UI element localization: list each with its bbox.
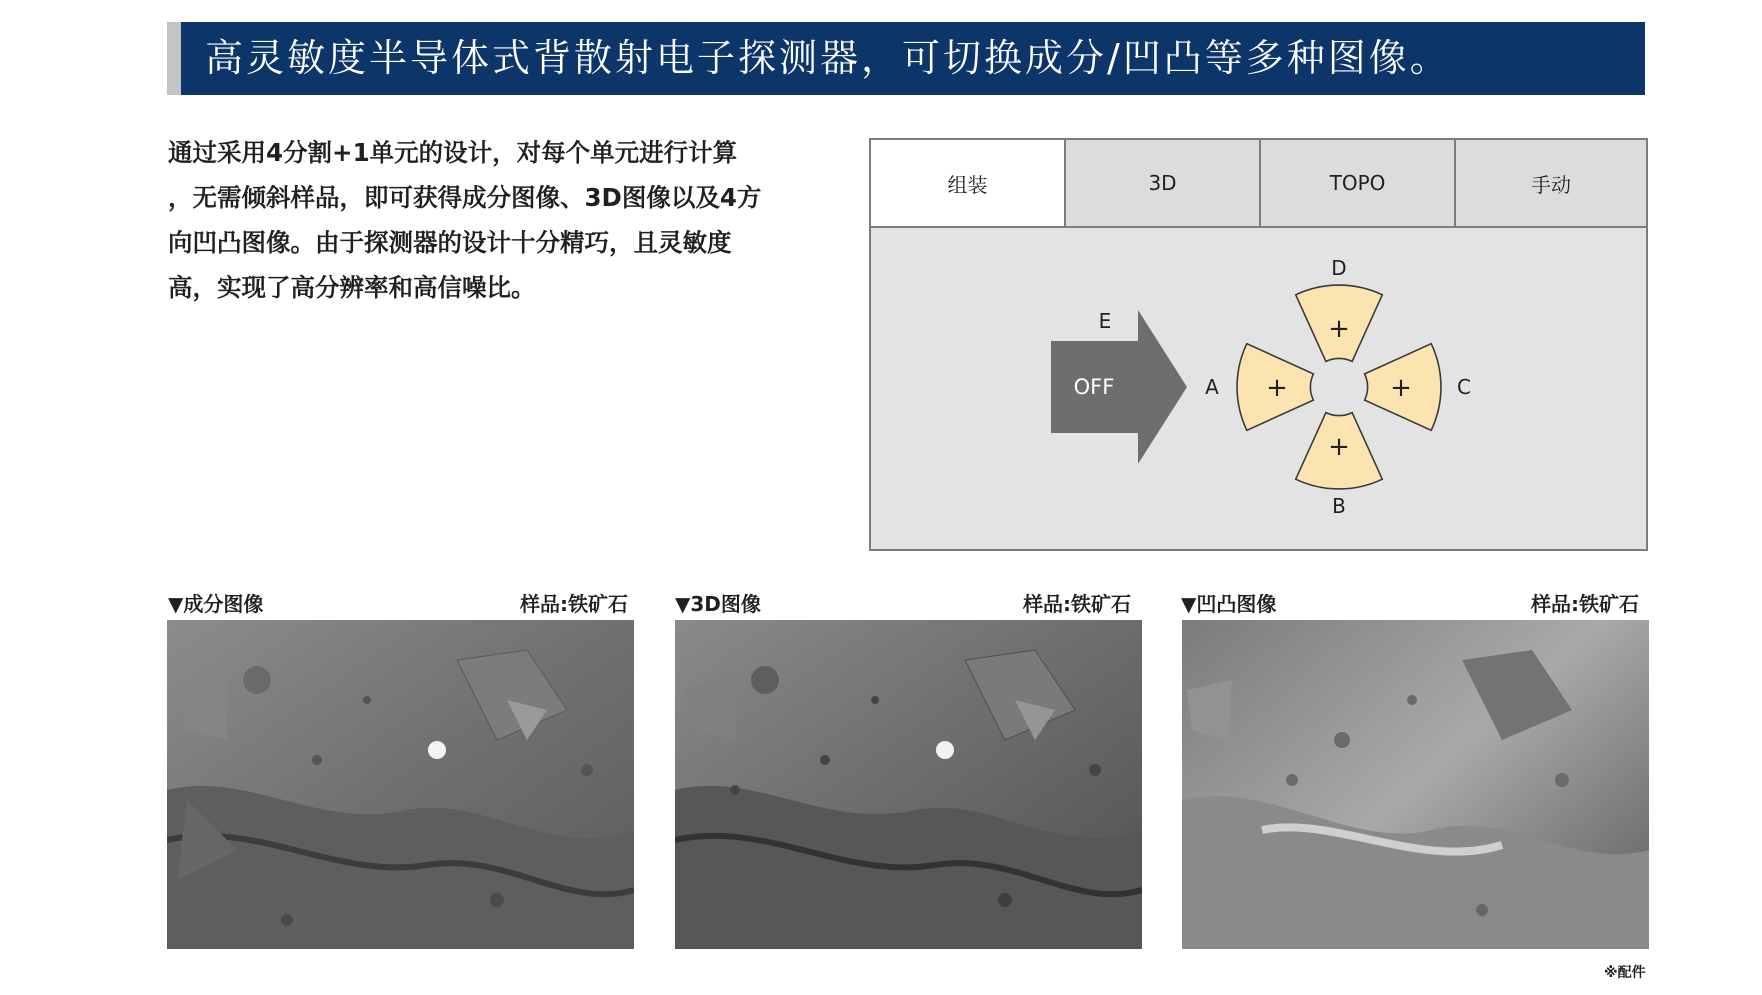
image-title: ▼成分图像 (168, 592, 264, 616)
composition-image (167, 620, 634, 949)
topography-image (1182, 620, 1649, 949)
detector-mode-tabs (871, 140, 1646, 228)
segment-e-arrow[interactable] (1051, 310, 1187, 464)
label-b: B (1332, 494, 1346, 518)
sample-label: 样品:铁矿石 (1531, 592, 1639, 616)
intro-line: ，无需倾斜样品，即可获得成分图像、3D图像以及4方 (168, 183, 762, 212)
header-accent-bar (167, 22, 181, 95)
page-title: 高灵敏度半导体式背散射电子探测器，可切换成分/凹凸等多种图像。 (205, 36, 1451, 80)
off-label: OFF (1073, 375, 1115, 399)
3d-image (675, 620, 1142, 949)
sample-label: 样品:铁矿石 (520, 592, 628, 616)
tab-assembly[interactable]: 组装 (871, 140, 1066, 226)
intro-line: 向凹凸图像。由于探测器的设计十分精巧，且灵敏度 (168, 228, 732, 257)
label-d: D (1331, 256, 1347, 280)
tab-topo[interactable]: TOPO (1261, 140, 1456, 226)
detector-panel (869, 138, 1648, 551)
detector-diagram (871, 228, 1646, 549)
label-a: A (1205, 375, 1219, 399)
image-title: ▼3D图像 (675, 592, 761, 616)
plus-icon: + (1266, 373, 1288, 403)
label-e: E (1098, 309, 1112, 333)
intro-line: 通过采用4分割+1单元的设计，对每个单元进行计算 (168, 138, 738, 167)
label-c: C (1457, 375, 1471, 399)
plus-icon: + (1390, 373, 1412, 403)
intro-paragraph (168, 130, 808, 310)
footnote: ※配件 (1604, 965, 1646, 981)
tab-manual[interactable]: 手动 (1456, 140, 1646, 226)
intro-line: 高，实现了高分辨率和高信噪比。 (168, 273, 536, 302)
image-title: ▼凹凸图像 (1181, 592, 1277, 616)
plus-icon: + (1328, 432, 1350, 462)
sample-label: 样品:铁矿石 (1023, 592, 1131, 616)
tab-3d[interactable]: 3D (1066, 140, 1261, 226)
plus-icon: + (1328, 314, 1350, 344)
